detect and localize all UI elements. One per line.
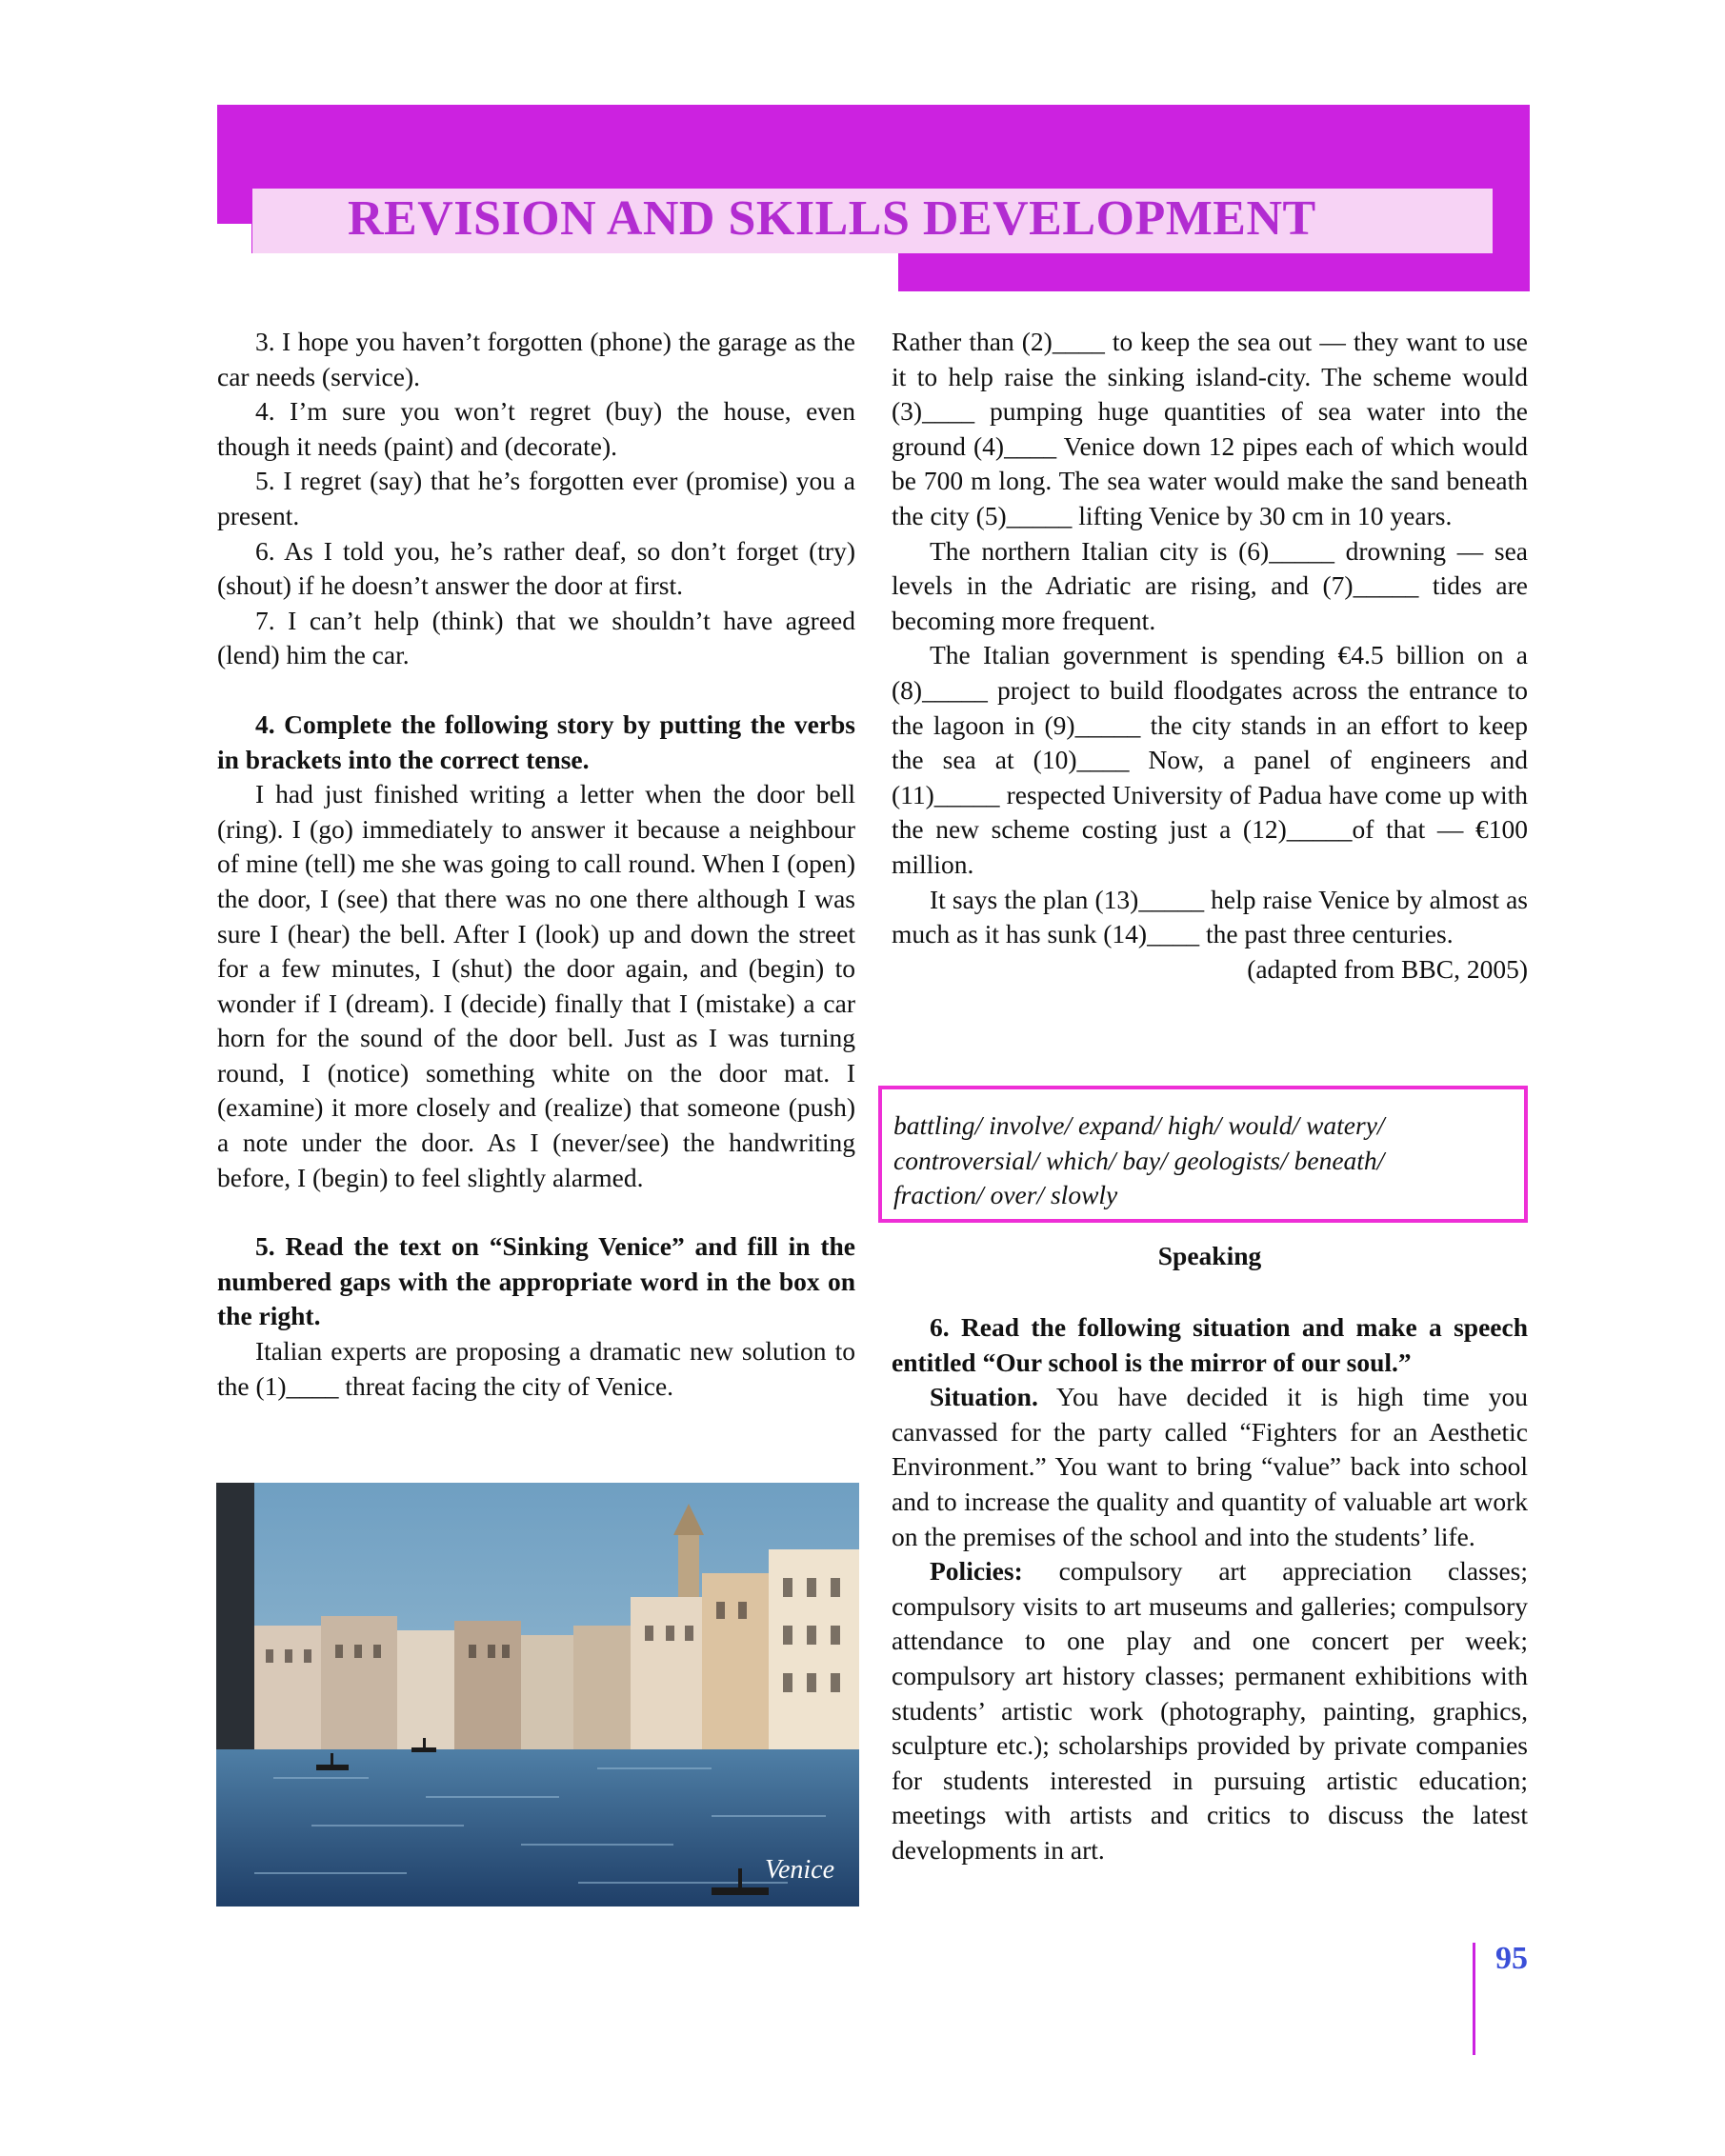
policies-label: Policies:: [930, 1556, 1023, 1587]
exercise-item-5: 5. I regret (say) that he’s forgotten ever (promise) you a present.: [217, 466, 855, 530]
situation-paragraph: [892, 1380, 1528, 1554]
task-4-heading: 4. Complete the following story by putting the verbs in brackets into the correct tense.: [217, 709, 855, 774]
page-title: REVISION AND SKILLS DEVELOPMENT: [348, 191, 1316, 246]
word-box-line: fraction/ over/ slowly: [893, 1180, 1118, 1210]
situation-text: You have decided it is high time you canvassed for the party called “Fighters for an Aesthetic Environment.” You want to bring “value” back into school and to increase the quality and quantity of valuable art work on the premises of the school and into the students’ life.: [892, 1382, 1528, 1551]
word-box: [878, 1086, 1528, 1223]
venice-paragraph-3: The Italian government is spending €4.5 billion on a (8)_____ project to build floodgates across the entrance to the lagoon in (9)_____ the city stands in an effort to keep the sea at (10)____ Now, a panel of engineers and (11)_____ respected University of Padua have come up with the new scheme costing just a (12)_____of that — €100 million.: [892, 640, 1528, 879]
situation-label: Situation.: [930, 1382, 1038, 1412]
venice-paragraph-1: Rather than (2)____ to keep the sea out — they want to use it to help raise the sinking island-city. The scheme would (3)____ pumping huge quantities of sea water into the ground (4)____ Venice down 12 pipes each of which would be 700 m long. The sea water would make the sand beneath the city (5)_____ lifting Venice by 30 cm in 10 years.: [892, 327, 1528, 530]
venice-photo: [216, 1483, 859, 1906]
word-box-line: battling/ involve/ expand/ high/ would/ watery/: [893, 1110, 1385, 1140]
task-5-intro: Italian experts are proposing a dramatic new solution to the (1)____ threat facing the city of Venice.: [217, 1336, 855, 1401]
page-number-rule: [1473, 1943, 1475, 2055]
policies-paragraph: [892, 1554, 1528, 1867]
task-6-heading: 6. Read the following situation and make a speech entitled “Our school is the mirror of our soul.”: [892, 1312, 1528, 1377]
task-4-story: I had just finished writing a letter when the door bell (ring). I (go) immediately to answer it because a neighbour of mine (tell) me she was going to call round. When I (open) the door, I (see) that there was no one there although I was sure I (hear) the bell. After I (look) up and down the street for a few minutes, I (shut) the door again, and (begin) to wonder if I (dream). I (decide) finally that I (mistake) a car horn for the sound of the door bell. Just as I was turning round, I (notice) something white on the door mat. I (examine) it more closely and (realize) that someone (push) a note under the door. As I (never/see) the handwriting before, I (begin) to feel slightly alarmed.: [217, 779, 855, 1192]
header-notch-bottom: [217, 253, 898, 301]
speaking-heading: Speaking: [1157, 1241, 1262, 1270]
source-note: (adapted from BBC, 2005): [1247, 953, 1528, 984]
right-column-text: [892, 325, 1528, 987]
policies-text: compulsory art appreciation classes; compulsory visits to art museums and galleries; compulsory attendance to one play and one concert per week; compulsory art history classes; permanent exhibitions with students’ artistic work (photography, painting, graphics, sculpture etc.); scholarships provided by private companies for students interested in pursuing artistic education; meetings with artists and critics to discuss the latest developments in art.: [892, 1556, 1528, 1865]
word-box-line: controversial/ which/ bay/ geologists/ beneath/: [893, 1145, 1385, 1175]
task-5-heading: 5. Read the text on “Sinking Venice” and fill in the numbered gaps with the appropriate word in the box on the right.: [217, 1231, 855, 1331]
exercise-item-7: 7. I can’t help (think) that we shouldn’t have agreed (lend) him the car.: [217, 605, 855, 670]
left-column: [217, 325, 855, 1404]
venice-paragraph-2: The northern Italian city is (6)_____ drowning — sea levels in the Adriatic are rising, and (7)_____ tides are becoming more frequent.: [892, 535, 1528, 635]
venice-paragraph-4: It says the plan (13)_____ help raise Venice by almost as much as it has sunk (14)____ the past three centuries.: [892, 884, 1528, 949]
speaking-section: [892, 1310, 1528, 1868]
exercise-item-6: 6. As I told you, he’s rather deaf, so don’t forget (try) (shout) if he doesn’t answer the door at first.: [217, 535, 855, 601]
venice-illustration: [216, 1483, 859, 1906]
exercise-item-4: 4. I’m sure you won’t regret (buy) the house, even though it needs (paint) and (decorate).: [217, 396, 855, 461]
exercise-item-3: 3. I hope you haven’t forgotten (phone) the garage as the car needs (service).: [217, 327, 855, 391]
photo-caption: Venice: [764, 1855, 834, 1885]
page-number: 95: [1495, 1941, 1528, 1976]
